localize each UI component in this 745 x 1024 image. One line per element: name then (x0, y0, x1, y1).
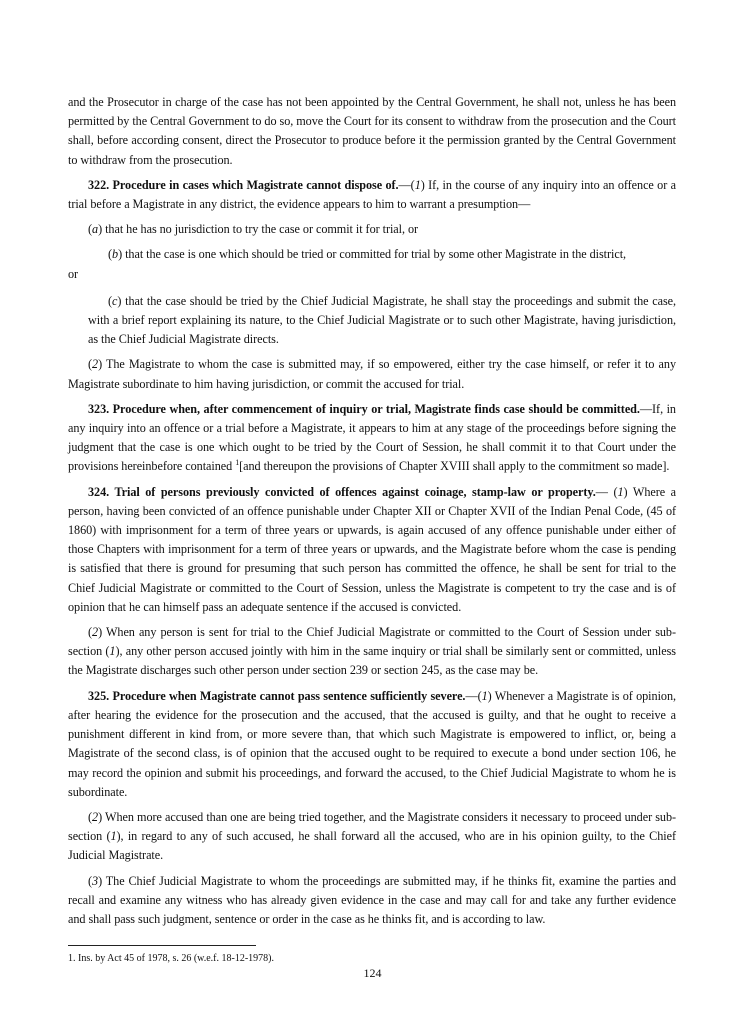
section-325-para-2: (2) When more accused than one are being tried together, and the Magistrate considers it necessary to proceed under sub-section (1), in regard to any of such accused, he shall forward all the accused, who are in his opinion guilty, to the Chief Judicial Magistrate. (68, 809, 676, 863)
section-324-sub2-text-end: , any other person accused jointly with him in the same inquiry or trial shall be similarly sent or committed, unless the Magistrate discharges such other person under section 239 or section 245, as the case may be. (68, 644, 676, 678)
section-325-sub2-text: When more accused than one are being tried together, and the Magistrate considers it necessary to proceed under sub-section (68, 809, 676, 844)
subsection-ref: 1 (110, 829, 117, 844)
section-323-heading: 323. Procedure when, after commencement of inquiry or trial, Magistrate finds case should be committed. (88, 401, 640, 416)
clause-or: or (68, 266, 79, 281)
section-324-sub2-text: When any person is sent for trial to the Chief Judicial Magistrate or committed to the Court of Session under sub-section (68, 625, 676, 659)
clause-label: c (112, 293, 118, 308)
page-number: 124 (363, 966, 382, 980)
section-323-para: 323. Procedure when, after commencement of inquiry or trial, Magistrate finds case should be committed.—If, in any inquiry into an offence or a trial before a Magistrate, it appears to him at any stage of the proceedings before signing the judgment that the case is one which ought to be tried by the Court of Session, he shall commit it to that Court under the provisions hereinbefore contained $^1$[and thereupon the provisions of Chapter XVIII shall apply to the commitment so made]. (68, 401, 676, 474)
subsection-ref: 1 (109, 644, 116, 659)
clause-label: b (112, 247, 119, 262)
footnote-ref: 1 (235, 458, 240, 468)
clause-c: (c) that the case should be tried by the Chief Judicial Magistrate, he shall stay the proceedings and submit the case, with a brief report explaining its nature, to the Chief Judicial Magistrate or to such other Magistrate, having jurisdiction, as the Chief Judicial Magistrate directs. (88, 293, 676, 347)
subsection-number: 3 (92, 873, 99, 888)
section-323-text: If, in any inquiry into an offence or a trial before a Magistrate, it appears to him at any stage of the proceedings before signing the judgment that the case is one which ought to be tried by the Court of Session, he shall commit it to that Court under the provisions hereinbefore contained (68, 401, 676, 474)
clause-a-text: that he has no jurisdiction to try the case or commit it for trial, or (102, 222, 419, 237)
subsection-number: 1 (414, 177, 421, 192)
section-325-para-3: (3) The Chief Judicial Magistrate to whom the proceedings are submitted may, if he thinks fit, examine the parties and recall and examine any witness who has already given evidence in the case and may call for and take any further evidence and shall pass such judgment, sentence or order in the case as he thinks fit, and is according to law. (68, 873, 676, 926)
page-body (68, 93, 676, 935)
clause-b: (b) that the case is one which should be tried or committed for trial by some other Magistrate in the district, or (68, 247, 627, 281)
section-324-para-1: 324. Trial of persons previously convicted of offences against coinage, stamp-law or property.— (1) Where a person, having been convicted of an offence punishable under Chapter XII or Chapter XVII of the Indian Penal Code, (45 of 1860) with imprisonment for a term of three years or upwards, is again accused of any offence punishable under either of those Chapters with imprisonment for a term of three years or upwards, and the Magistrate before whom the case is pending is satisfied that there is ground for presuming that such person has committed the offence, he shall be sent for trial to the Chief Judicial Magistrate or committed to the Court of Session, unless the Magistrate is competent to try the case and is of opinion that he can himself pass an adequate sentence if the accused is convicted. (68, 484, 676, 614)
section-325-para-1: 325. Procedure when Magistrate cannot pass sentence sufficiently severe.—(1) Whenever a Magistrate is of opinion, after hearing the evidence for the prosecution and the accused, that the accused is guilty, and that he ought to receive a punishment different in kind from, or more severe than, that which such Magistrate is empowered to inflict, or, being a Magistrate of the second class, is of opinion that the accused ought to be required to execute a bond under section 106, he may record the opinion and submit his proceedings, and forward the accused, to the Chief Judicial Magistrate to whom he is subordinate. (68, 688, 676, 799)
subsection-number: 2 (92, 809, 99, 824)
section-324-para-2: (2) When any person is sent for trial to the Chief Judicial Magistrate or committed to the Court of Session under sub-section (1), any other person accused jointly with him in the same inquiry or trial shall be similarly sent or committed, unless the Magistrate discharges such other person under section 239 or section 245, as the case may be. (68, 625, 676, 678)
section-324-heading: 324. Trial of persons previously convicted of offences against coinage, stamp-law or property. (88, 484, 596, 499)
section-324-sub1-text: Where a person, having been convicted of an offence punishable under Chapter XII or Chapter XVII of the Indian Penal Code, (45 of 1860) with imprisonment for a term of three years or upwards, is again accused of any offence punishable under either of those Chapters with imprisonment for a term of three years or upwards, and the Magistrate before whom the case is pending is satisfied that there is ground for presuming that such person has committed the offence, he shall be sent for trial to the Chief Judicial Magistrate or committed to the Court of Session, unless the Magistrate is competent to try the case and is of opinion that he can himself pass an adequate sentence if the accused is convicted. (68, 484, 676, 614)
subsection-number: 1 (617, 484, 624, 499)
section-322-para-1: 322. Procedure in cases which Magistrate cannot dispose of.—(1) If, in the course of any inquiry into an offence or a trial before a Magistrate in any district, the evidence appears to him to warrant a presumption— (68, 177, 676, 212)
section-323-text-end: [and thereupon the provisions of Chapter XVIII shall apply to the commitment so made]. (239, 459, 670, 474)
section-325-sub1-text: Whenever a Magistrate is of opinion, after hearing the evidence for the prosecution and the accused, that the accused is guilty, and that he ought to receive a punishment different in kind from, or more severe than, that which such Magistrate is empowered to inflict, or, being a Magistrate of the second class, is of opinion that the accused ought to be required to execute a bond under section 106, he may record the opinion and submit his proceedings, and forward the accused, to the Chief Judicial Magistrate to whom he is subordinate. (68, 688, 676, 799)
clause-a: (a) that he has no jurisdiction to try the case or commit it for trial, or (88, 222, 419, 237)
section-322-sub2-text: The Magistrate to whom the case is submitted may, if so empowered, either try the case himself, or refer it to any Magistrate subordinate to him having jurisdiction, or commit the accused for trial. (68, 357, 676, 391)
section-325-sub3-text: The Chief Judicial Magistrate to whom the proceedings are submitted may, if he thinks fit, examine the parties and recall and examine any witness who has already given evidence in the case and may call for and take any further evidence and shall pass such judgment, sentence or order in the case as he thinks fit, and is according to law. (68, 873, 676, 926)
subsection-number: 2 (92, 357, 99, 372)
subsection-number: 1 (481, 688, 488, 703)
footnote-divider (68, 945, 256, 946)
section-325-heading: 325. Procedure when Magistrate cannot pass sentence sufficiently severe. (88, 688, 466, 703)
section-322-heading: 322. Procedure in cases which Magistrate cannot dispose of. (88, 177, 399, 192)
section-322-sub1-text: If, in the course of any inquiry into an offence or a trial before a Magistrate in any district, the evidence appears to him to warrant a presumption— (68, 177, 676, 212)
clause-c-text: that the case should be tried by the Chief Judicial Magistrate, he shall stay the proceedings and submit the case, with a brief report explaining its nature, to the Chief Judicial Magistrate or to such other Magistrate, having jurisdiction, as the Chief Judicial Magistrate directs. (88, 293, 676, 347)
clause-label: a (92, 222, 99, 237)
clause-b-text: that the case is one which should be tried or committed for trial by some other Magistrate in the district, (122, 247, 627, 262)
subsection-number: 2 (92, 625, 99, 640)
section-322-para-2: (2) The Magistrate to whom the case is submitted may, if so empowered, either try the case himself, or refer it to any Magistrate subordinate to him having jurisdiction, or commit the accused for trial. (68, 357, 676, 391)
section-325-sub2-text-end: , in regard to any of such accused, he shall forward all the accused, who are in his opinion guilty, to the Chief Judicial Magistrate. (68, 829, 676, 863)
footnote: 1. Ins. by Act 45 of 1978, s. 26 (w.e.f. 18-12-1978). (68, 953, 274, 964)
continued-paragraph: and the Prosecutor in charge of the case has not been appointed by the Central Government, he shall not, unless he has been permitted by the Central Government to do so, move the Court for its consent to withdraw from the prosecution and the Court shall, before according consent, direct the Prosecutor to produce before it the permission granted by the Central Government to withdraw from the prosecution. (68, 95, 676, 167)
